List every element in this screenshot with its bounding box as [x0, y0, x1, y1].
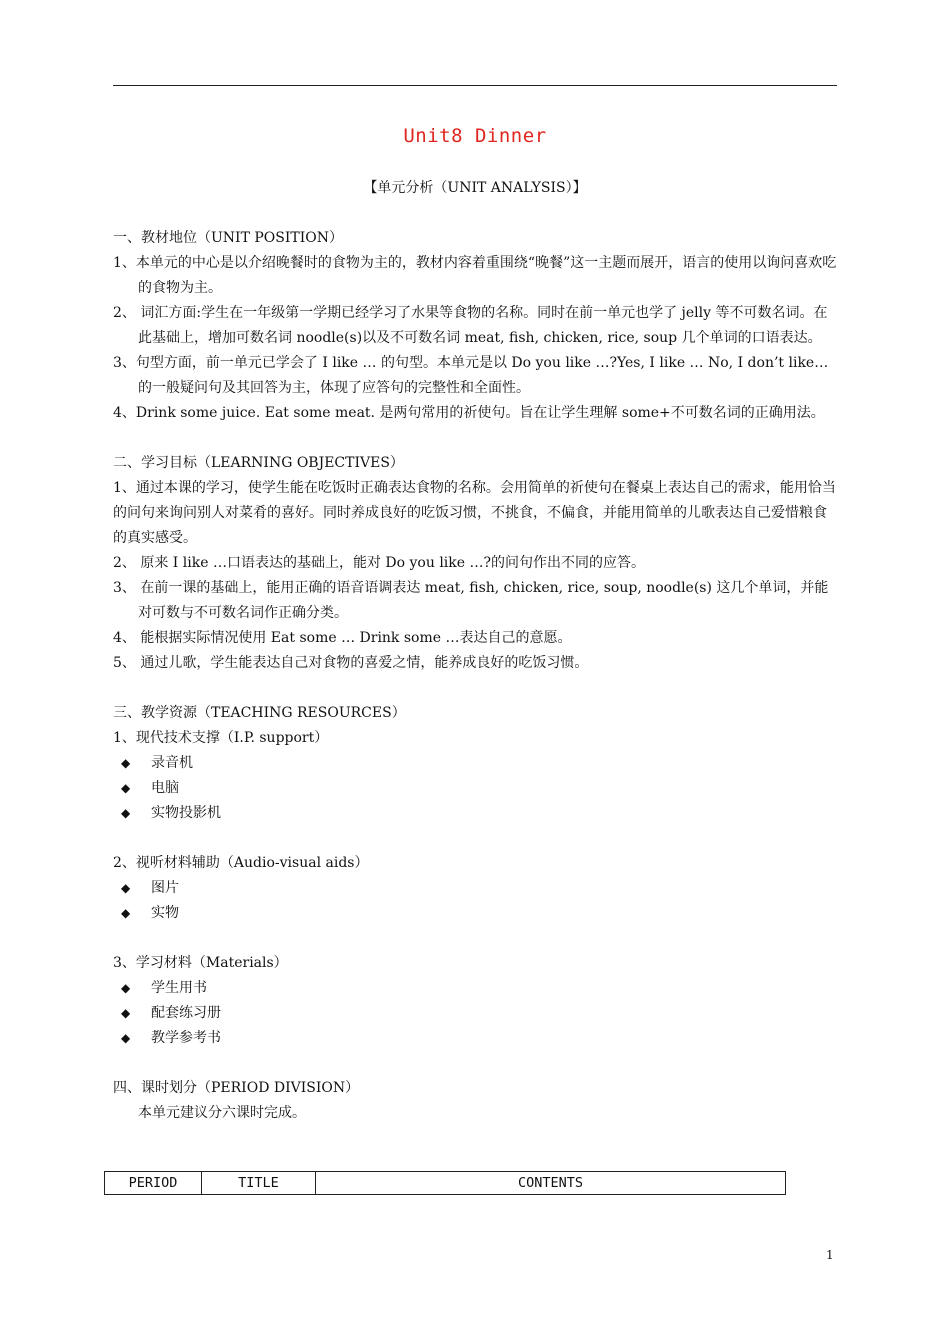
paragraph: 5、 通过儿歌，学生能表达自己对食物的喜爱之情，能养成良好的吃饭习惯。 [113, 655, 589, 671]
paragraph: 4、Drink some juice. Eat some meat. 是两句常用的祈使句。旨在让学生理解 some+不可数名词的正确用法。 [113, 405, 825, 421]
subsection-title: 1、现代技术支撑（I.P. support） [113, 730, 329, 746]
column-header-period: PERIOD [105, 1172, 202, 1195]
section-period-division [113, 1076, 838, 1126]
column-header-contents: CONTENTS [316, 1172, 786, 1195]
table-header-row [105, 1172, 786, 1195]
diamond-bullet-icon: ◆ [121, 781, 131, 795]
list-item: ◆ 学生用书 [113, 976, 838, 1001]
diamond-bullet-icon: ◆ [121, 981, 131, 995]
page-number: 1 [826, 1248, 834, 1262]
list-item: ◆ 配套练习册 [113, 1001, 838, 1026]
period-table [104, 1171, 786, 1195]
diamond-bullet-icon: ◆ [121, 756, 131, 770]
section-heading: 三、教学资源（TEACHING RESOURCES） [113, 705, 406, 721]
column-header-title: TITLE [202, 1172, 316, 1195]
document-title: Unit8 Dinner [403, 125, 547, 147]
section-learning-objectives [113, 451, 838, 676]
section-unit-position [113, 226, 838, 426]
paragraph: 4、 能根据实际情况使用 Eat some … Drink some …表达自己的意愿。 [113, 630, 572, 646]
paragraph: 3、 在前一课的基础上，能用正确的语音语调表达 meat, fish, chicken, rice, soup, noodle(s) 这几个单词，并能对可数与不可数名词作正确分类。 [113, 580, 829, 621]
subsection-title: 2、视听材料辅助（Audio-visual aids） [113, 855, 369, 871]
list-item: ◆ 实物投影机 [113, 801, 838, 826]
section-heading: 四、课时划分（PERIOD DIVISION） [113, 1080, 360, 1096]
subsection-title: 3、学习材料（Materials） [113, 955, 288, 971]
diamond-bullet-icon: ◆ [121, 906, 131, 920]
section-heading: 二、学习目标（LEARNING OBJECTIVES） [113, 455, 404, 471]
document-body [113, 226, 838, 1126]
diamond-bullet-icon: ◆ [121, 1006, 131, 1020]
list-item: ◆ 录音机 [113, 751, 838, 776]
section-teaching-resources [113, 701, 838, 1051]
list-item: ◆ 教学参考书 [113, 1026, 838, 1051]
paragraph: 2、 词汇方面:学生在一年级第一学期已经学习了水果等食物的名称。同时在前一单元也学了 jelly 等不可数名词。在此基础上，增加可数名词 noodle(s)以及不可数名词 meat, fish, chicken, rice, soup 几个单词的口语表达。 [113, 305, 828, 346]
paragraph: 1、通过本课的学习，使学生能在吃饭时正确表达食物的名称。会用简单的祈使句在餐桌上表达自己的需求，能用恰当的问句来询问别人对菜肴的喜好。同时养成良好的吃饭习惯，不挑食，不偏食，并能用简单的儿歌表达自己爱惜粮食的真实感受。 [113, 480, 836, 546]
section-heading: 一、教材地位（UNIT POSITION） [113, 230, 343, 246]
unit-analysis-heading: 【单元分析（UNIT ANALYSIS）】 [363, 180, 587, 196]
paragraph: 本单元建议分六课时完成。 [138, 1105, 306, 1121]
list-item: ◆ 实物 [113, 901, 838, 926]
list-item: ◆ 电脑 [113, 776, 838, 801]
paragraph: 3、句型方面，前一单元已学会了 I like … 的句型。本单元是以 Do you like …?Yes, I like … No, I don’t like…的一般疑问句及其回答为主，体现了应答句的完整性和全面性。 [113, 355, 829, 396]
diamond-bullet-icon: ◆ [121, 1031, 131, 1045]
header-rule [113, 85, 837, 86]
list-item: ◆ 图片 [113, 876, 838, 901]
diamond-bullet-icon: ◆ [121, 881, 131, 895]
diamond-bullet-icon: ◆ [121, 806, 131, 820]
paragraph: 2、 原来 I like …口语表达的基础上，能对 Do you like …?的问句作出不同的应答。 [113, 555, 645, 571]
paragraph: 1、本单元的中心是以介绍晚餐时的食物为主的，教材内容着重围绕“晚餐”这一主题而展开，语言的使用以询问喜欢吃的食物为主。 [113, 255, 837, 296]
